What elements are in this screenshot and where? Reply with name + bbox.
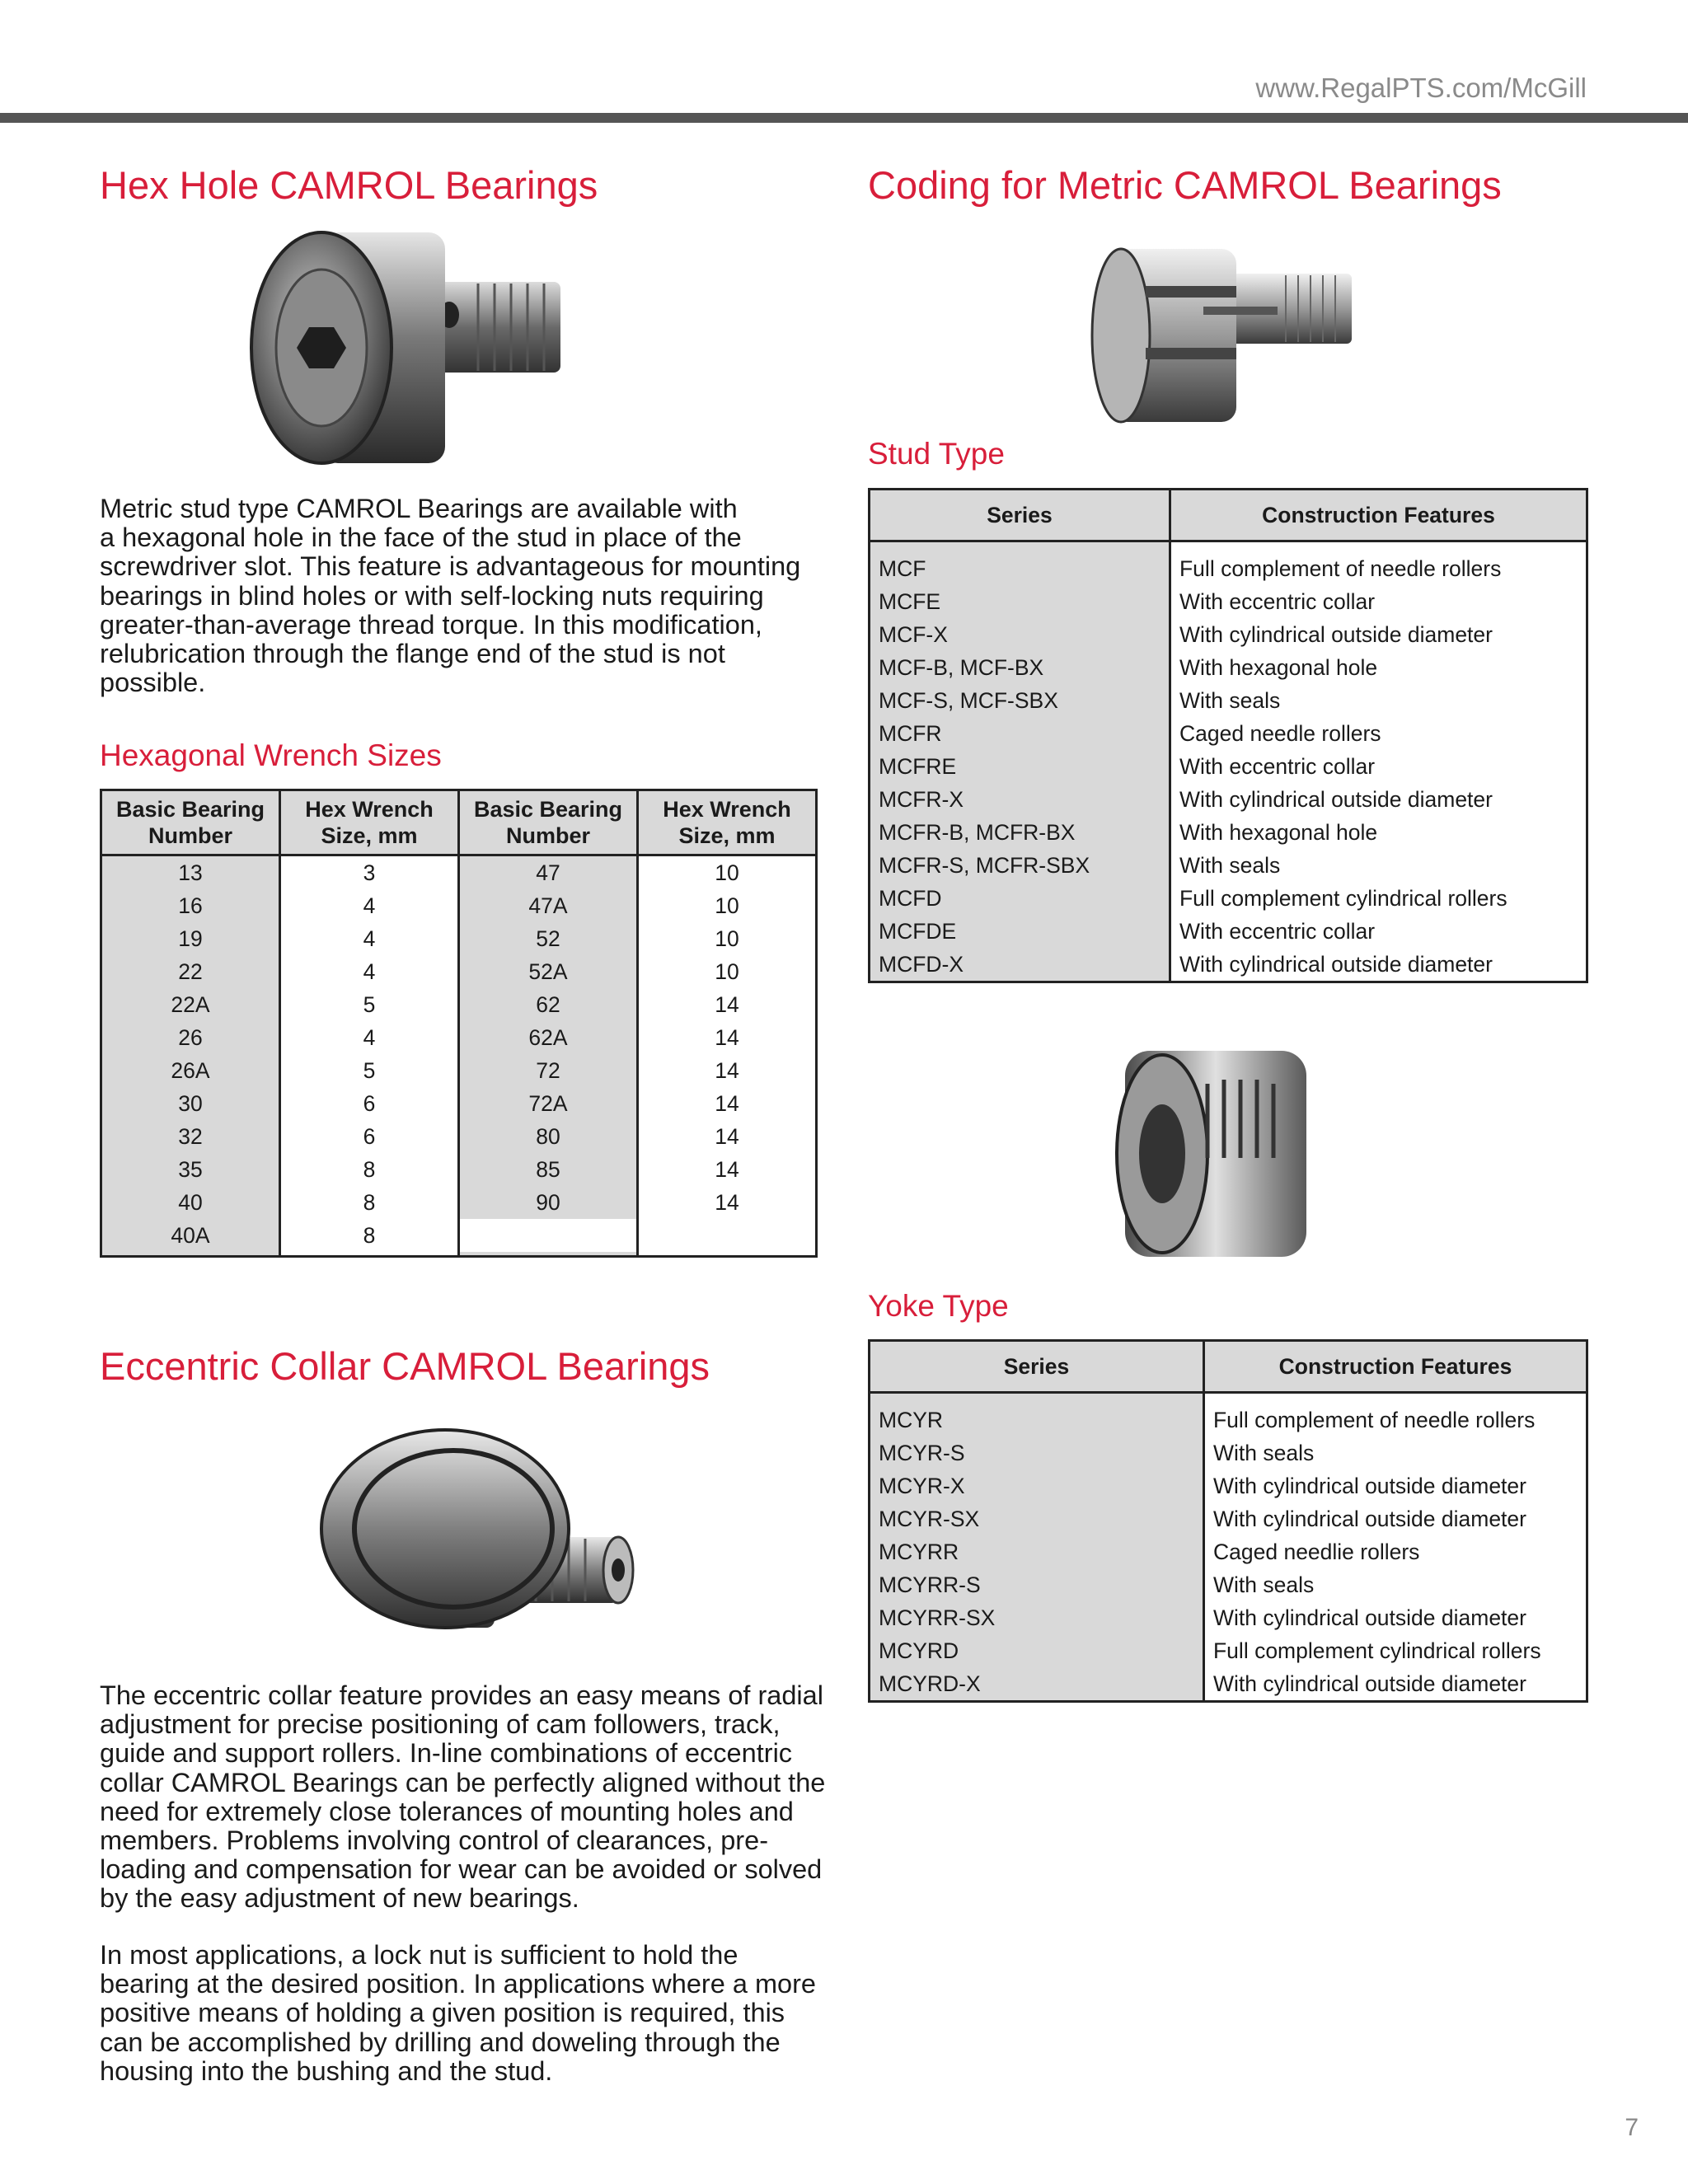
table-cell: MCYR-S xyxy=(870,1436,1204,1469)
table-cell: 8 xyxy=(280,1153,459,1186)
table-cell: 10 xyxy=(638,955,817,988)
table-row xyxy=(101,889,817,922)
table-cell: MCYR xyxy=(870,1404,1204,1436)
table-cell: 5 xyxy=(280,1054,459,1087)
table-cell: 80 xyxy=(459,1120,638,1153)
table-row xyxy=(870,948,1587,982)
table-cell: Caged needlie rollers xyxy=(1204,1535,1587,1568)
table-row xyxy=(870,1502,1587,1535)
table-cell: With cylindrical outside diameter xyxy=(1170,948,1587,982)
table-cell: 32 xyxy=(101,1120,280,1153)
table-row xyxy=(101,922,817,955)
table-cell: MCF-S, MCF-SBX xyxy=(870,684,1170,717)
table-row xyxy=(101,988,817,1021)
table-cell: 3 xyxy=(280,855,459,890)
table-row xyxy=(101,1087,817,1120)
table-cell: 14 xyxy=(638,1021,817,1054)
table-cell: 13 xyxy=(101,855,280,890)
table-cell: 4 xyxy=(280,889,459,922)
table-cell: 4 xyxy=(280,955,459,988)
table-row xyxy=(101,1054,817,1087)
table-cell: With cylindrical outside diameter xyxy=(1170,618,1587,651)
table-cell: With seals xyxy=(1204,1568,1587,1601)
column-header: Basic Bearing Number xyxy=(101,790,280,855)
table-cell: MCYR-X xyxy=(870,1469,1204,1502)
table-cell: 62 xyxy=(459,988,638,1021)
column-header: Hex Wrench Size, mm xyxy=(280,790,459,855)
header-rule xyxy=(0,113,1688,123)
table-row xyxy=(870,585,1587,618)
table-cell: MCFD-X xyxy=(870,948,1170,982)
table-row xyxy=(870,1667,1587,1702)
table-cell: 40 xyxy=(101,1186,280,1219)
table-cell: 4 xyxy=(280,922,459,955)
column-header: Series xyxy=(870,490,1170,541)
table-row xyxy=(870,1436,1587,1469)
table-row xyxy=(870,1634,1587,1667)
table-cell: 90 xyxy=(459,1186,638,1219)
hex-hole-bearing-image xyxy=(231,216,577,480)
table-cell: 6 xyxy=(280,1087,459,1120)
table-spacer xyxy=(870,1393,1587,1404)
table-cell: 14 xyxy=(638,1186,817,1219)
table-cell: MCYRD xyxy=(870,1634,1204,1667)
table-cell: MCFE xyxy=(870,585,1170,618)
table-row xyxy=(101,955,817,988)
table-header-row xyxy=(101,790,817,855)
table-cell: With eccentric collar xyxy=(1170,750,1587,783)
table-cell: Full complement of needle rollers xyxy=(1170,552,1587,585)
table-cell: 52A xyxy=(459,955,638,988)
hex-hole-title: Hex Hole CAMROL Bearings xyxy=(100,163,598,207)
table-row xyxy=(870,1601,1587,1634)
table-cell: 26A xyxy=(101,1054,280,1087)
table-cell: MCFR xyxy=(870,717,1170,750)
table-cell: 47 xyxy=(459,855,638,890)
wrench-sizes-title: Hexagonal Wrench Sizes xyxy=(100,738,442,772)
table-row xyxy=(870,1469,1587,1502)
table-cell: MCFRE xyxy=(870,750,1170,783)
table-cell: MCFDE xyxy=(870,915,1170,948)
table-cell: With seals xyxy=(1170,849,1587,882)
table-row xyxy=(101,1153,817,1186)
table-cell: 16 xyxy=(101,889,280,922)
page-number: 7 xyxy=(1625,2114,1639,2141)
table-cell: 10 xyxy=(638,889,817,922)
table-cell: 40A xyxy=(101,1219,280,1252)
eccentric-collar-title: Eccentric Collar CAMROL Bearings xyxy=(100,1344,710,1388)
stud-type-table xyxy=(868,488,1588,983)
table-row xyxy=(870,552,1587,585)
table-cell: Full complement of needle rollers xyxy=(1204,1404,1587,1436)
table-cell: MCYRD-X xyxy=(870,1667,1204,1702)
table-row xyxy=(101,855,817,890)
table-cell xyxy=(638,1219,817,1252)
table-cell: 85 xyxy=(459,1153,638,1186)
table-cell: MCF xyxy=(870,552,1170,585)
column-header: Hex Wrench Size, mm xyxy=(638,790,817,855)
table-cell: 14 xyxy=(638,1054,817,1087)
table-cell: 30 xyxy=(101,1087,280,1120)
table-cell: With cylindrical outside diameter xyxy=(1204,1502,1587,1535)
table-row xyxy=(101,1021,817,1054)
stud-type-title: Stud Type xyxy=(868,437,1005,471)
yoke-type-table xyxy=(868,1339,1588,1703)
table-cell: 52 xyxy=(459,922,638,955)
table-row xyxy=(870,750,1587,783)
table-row xyxy=(870,651,1587,684)
table-cell: 72A xyxy=(459,1087,638,1120)
coding-title: Coding for Metric CAMROL Bearings xyxy=(868,163,1502,207)
table-cell: 10 xyxy=(638,922,817,955)
table-cell: With cylindrical outside diameter xyxy=(1204,1469,1587,1502)
table-cell: 5 xyxy=(280,988,459,1021)
table-cell: With cylindrical outside diameter xyxy=(1204,1667,1587,1702)
column-header: Basic Bearing Number xyxy=(459,790,638,855)
table-header-row xyxy=(870,490,1587,541)
table-cell: 22 xyxy=(101,955,280,988)
table-cell: 35 xyxy=(101,1153,280,1186)
table-row xyxy=(870,882,1587,915)
table-row xyxy=(870,849,1587,882)
table-cell: MCFR-S, MCFR-SBX xyxy=(870,849,1170,882)
table-spacer xyxy=(101,1252,817,1257)
table-row xyxy=(870,1535,1587,1568)
table-cell: 14 xyxy=(638,1120,817,1153)
table-cell: 4 xyxy=(280,1021,459,1054)
wrench-sizes-table xyxy=(100,789,818,1258)
table-cell: 22A xyxy=(101,988,280,1021)
table-row xyxy=(870,1568,1587,1601)
column-header: Series xyxy=(870,1341,1204,1393)
table-cell: With eccentric collar xyxy=(1170,585,1587,618)
table-cell: With seals xyxy=(1170,684,1587,717)
hex-hole-description: Metric stud type CAMROL Bearings are available with a hexagonal hole in the face of the stud in place of the screwdriver slot. This feature is advantageous for mounting bearings in blind holes or with self-locking nuts requiring greater-than-average thread torque. In this modification, relubrication through the flange end of the stud is not possible. xyxy=(100,494,801,698)
table-row xyxy=(870,717,1587,750)
table-cell: With cylindrical outside diameter xyxy=(1204,1601,1587,1634)
website-url[interactable]: www.RegalPTS.com/McGill xyxy=(1255,73,1587,103)
table-cell: MCFD xyxy=(870,882,1170,915)
table-cell xyxy=(459,1219,638,1252)
table-cell: With eccentric collar xyxy=(1170,915,1587,948)
metric-stud-bearing-image xyxy=(1088,232,1360,438)
table-cell: With seals xyxy=(1204,1436,1587,1469)
table-cell: MCFR-B, MCFR-BX xyxy=(870,816,1170,849)
yoke-type-title: Yoke Type xyxy=(868,1289,1009,1323)
table-cell: 14 xyxy=(638,1153,817,1186)
eccentric-collar-bearing-image xyxy=(288,1422,635,1652)
table-cell: MCYR-SX xyxy=(870,1502,1204,1535)
table-cell: MCYRR-SX xyxy=(870,1601,1204,1634)
table-row xyxy=(101,1219,817,1252)
column-header: Construction Features xyxy=(1204,1341,1587,1393)
table-cell: Full complement cylindrical rollers xyxy=(1170,882,1587,915)
table-row xyxy=(870,915,1587,948)
table-spacer xyxy=(870,541,1587,553)
table-row xyxy=(870,1404,1587,1436)
table-row xyxy=(870,618,1587,651)
table-cell: 72 xyxy=(459,1054,638,1087)
table-row xyxy=(870,816,1587,849)
table-cell: 19 xyxy=(101,922,280,955)
table-row xyxy=(870,783,1587,816)
table-cell: 8 xyxy=(280,1219,459,1252)
table-cell: With hexagonal hole xyxy=(1170,816,1587,849)
table-cell: MCFR-X xyxy=(870,783,1170,816)
table-cell: 6 xyxy=(280,1120,459,1153)
table-cell: 62A xyxy=(459,1021,638,1054)
table-row xyxy=(101,1186,817,1219)
table-cell: With hexagonal hole xyxy=(1170,651,1587,684)
table-cell: MCYRR-S xyxy=(870,1568,1204,1601)
table-cell: 14 xyxy=(638,1087,817,1120)
table-cell: 47A xyxy=(459,889,638,922)
table-cell: MCF-B, MCF-BX xyxy=(870,651,1170,684)
table-cell: Caged needle rollers xyxy=(1170,717,1587,750)
table-cell: 26 xyxy=(101,1021,280,1054)
table-cell: Full complement cylindrical rollers xyxy=(1204,1634,1587,1667)
eccentric-collar-description: The eccentric collar feature provides an easy means of radial adjustment for precise positioning of cam followers, track, guide and support rollers. In-line combinations of eccentric collar CAMROL Bearings can be perfectly aligned without the need for extremely close tolerances of mounting holes and members. Problems involving control of clearances, pre- loading and compensation for wear can be avoided or solved by the easy adjustment of new bearings. xyxy=(100,1680,826,1914)
table-cell: MCYRR xyxy=(870,1535,1204,1568)
table-row xyxy=(870,684,1587,717)
yoke-type-bearing-image xyxy=(1100,1034,1319,1269)
table-cell: 14 xyxy=(638,988,817,1021)
table-cell: 8 xyxy=(280,1186,459,1219)
table-row xyxy=(101,1120,817,1153)
table-header-row xyxy=(870,1341,1587,1393)
table-cell: MCF-X xyxy=(870,618,1170,651)
lock-nut-description: In most applications, a lock nut is sufficient to hold the bearing at the desired position. In applications where a more positive means of holding a given position is required, this can be accomplished by drilling and doweling through the housing into the bushing and the stud. xyxy=(100,1940,816,2086)
table-cell: 10 xyxy=(638,855,817,890)
table-cell: With cylindrical outside diameter xyxy=(1170,783,1587,816)
column-header: Construction Features xyxy=(1170,490,1587,541)
